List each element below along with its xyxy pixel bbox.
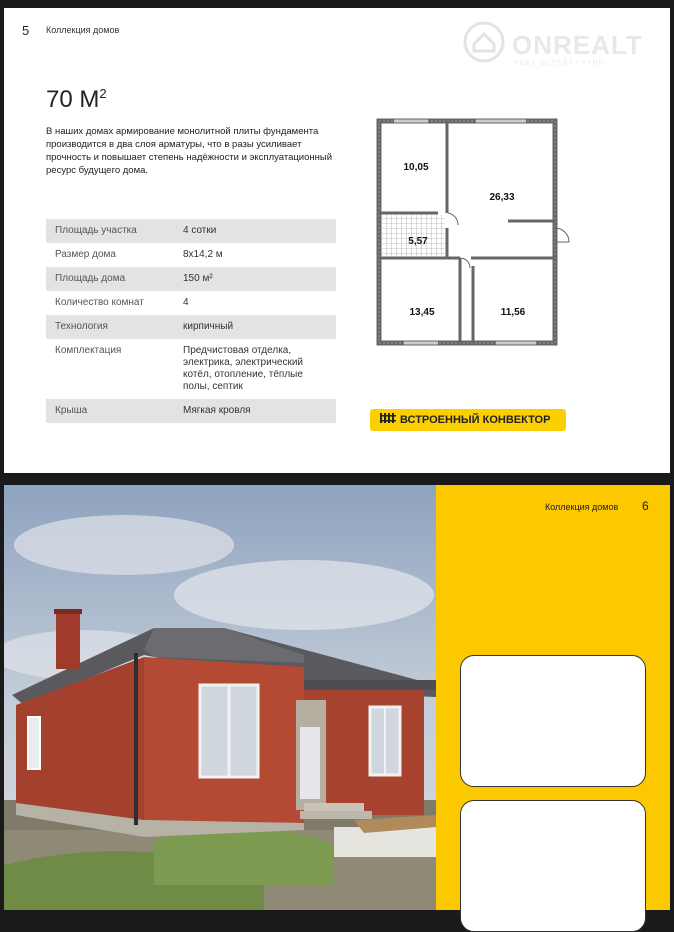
brochure-page-5 — [4, 8, 670, 473]
collection-label: Коллекция домов — [46, 25, 120, 35]
page-title: 70 $М^2$ — [46, 86, 107, 113]
spec-row: Размер дома 8х14,2 м — [55, 249, 223, 260]
description: В наших домах армирование монолитной плиты фундамента производится в два слоя арматуры, что в разы усиливает прочность и повышает степень надёжности и эксплуатационный ресурс будущего дома. — [46, 126, 333, 176]
spec-row: Крыша Мягкая кровля — [46, 399, 336, 423]
specs-table — [46, 219, 336, 423]
room-area-label: 26,33 — [489, 192, 515, 203]
info-card — [460, 800, 646, 932]
room-area-label: 13,45 — [409, 307, 435, 318]
yellow-panel — [436, 485, 670, 910]
house-photo — [4, 485, 436, 910]
room-area-label: 11,56 — [500, 307, 526, 318]
convector-badge — [370, 409, 566, 431]
collection-label: Коллекция домов — [545, 502, 619, 512]
spec-row: Площадь участка 4 сотки — [46, 219, 336, 243]
info-card — [460, 655, 646, 787]
spec-row: Комплектация Предчистовая отделка, электрика, электрический котёл, отопление, тёплые полы, септик — [55, 345, 304, 392]
radiator-icon — [380, 411, 396, 429]
badge-label: ВСТРОЕННЫЙ КОНВЕКТОР — [400, 414, 551, 426]
spec-row: Количество комнат 4 — [55, 297, 189, 308]
room-area-label: 10,05 — [403, 162, 429, 173]
spec-row: Технология кирпичный — [46, 315, 336, 339]
floor-plan — [376, 118, 576, 356]
watermark-logo — [462, 20, 662, 72]
house-logo-icon — [462, 20, 506, 64]
spec-row: Площадь дома 150 м² — [46, 267, 336, 291]
watermark-brand: ONREALT — [512, 30, 643, 60]
page-number: 6 — [642, 499, 649, 513]
page-number: 5 — [22, 23, 30, 38]
room-area-label: 5,57 — [408, 236, 428, 247]
watermark-sub: РЕАЛ ЭСТЕЙТ ГРУПП — [514, 60, 605, 67]
brochure-page-6 — [4, 485, 670, 910]
